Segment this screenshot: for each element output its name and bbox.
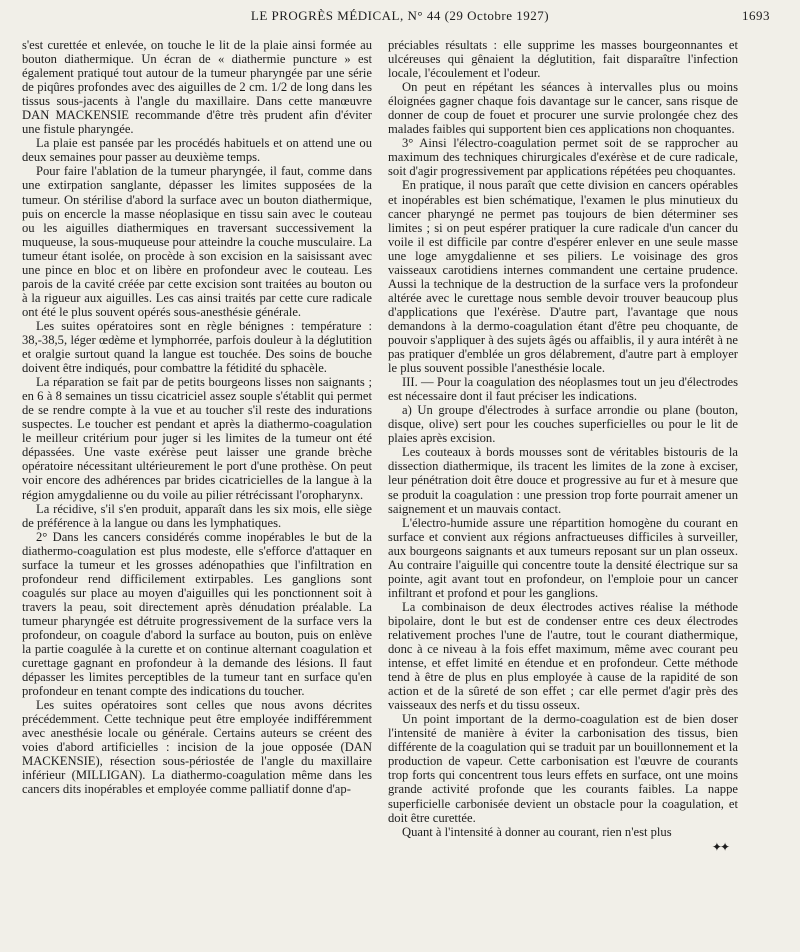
running-header [0, 6, 800, 28]
paragraph: Les suites opératoires sont en règle bénignes : température : 38,-38,5, léger œdème et lymphorrée, parfois douleur à la déglutition et oralgie surtout quand la langue est touchée. Des soins de bouche doivent être indiqués, pour combattre la fétidité du sphacèle. [22, 318, 372, 376]
paragraph: 2° Dans les cancers considérés comme inopérables le but de la diathermo-coagulation est plus modeste, elle s'efforce d'attaquer en surface la tumeur et les grosses adénopathies que l'infiltration en profondeur rend difficilement extirpables. Les ganglions sont coagulés sur place au moyen d'aiguilles qui les ponctionnent soit à travers la peau, soit directement après dénudation préalable. La tumeur pharyngée est détruite progressivement de la surface vers la profondeur, on coagule d'abord la surface au bouton, puis on enlève la partie coagulée à la curette et on continue alternant coagulation et curettage gagnant en profondeur à la demande des lésions. Il faut dépasser les limites perceptibles de la tumeur tant en surface qu'en profondeur en tenant compte des indications du toucher. [22, 529, 372, 699]
paragraph: 3° Ainsi l'électro-coagulation permet soit de se rapprocher au maximum des techniques chirurgicales d'exérèse et de cure radicale, soit d'agir progressivement par applications répétées peu choquantes. [388, 136, 738, 179]
paragraph: La récidive, s'il s'en produit, apparaît dans les six mois, elle siège de préférence à la langue ou dans les lymphatiques. [22, 501, 372, 530]
paragraph: s'est curettée et enlevée, on touche le lit de la plaie ainsi formée au bouton diathermique. Un écran de « diathermie puncture » est également pratiqué tout autour de la tumeur pharyngée par une série de piqûres profondes avec des aiguilles de 2 cm. 1/2 de long dans les tissus sous-jacents à l'angle du maxillaire. Dans cette manœuvre DAN MACKENSIE recommande d'être très prudent afin d'éviter une fistule pharyngée. [22, 38, 372, 137]
paragraph: L'électro-humide assure une répartition homogène du courant en surface et convient aux régions anfractueuses difficiles à surveiller, aux bourgeons saignants et aux tumeurs reposant sur un plan osseux. Au contraire l'aiguille qui concentre toute la densité électrique sur sa pointe, agit avant tout en profondeur, on l'emploie pour un cancer infiltrant et profond et pour les ganglions. [388, 515, 738, 600]
paragraph: La réparation se fait par de petits bourgeons lisses non saignants ; en 6 à 8 semaines un tissu cicatriciel assez souple s'établit qui permet de se rendre compte à la vue et au toucher s'il reste des indurations suspectes. Le toucher est pendant et après la diathermo-coagulation le meilleur critérium pour juger si les limites de la tumeur ont été dépassées. Une vaste exérèse peut laisser une grande brèche opératoire nécessitant ultérieurement le port d'une prothèse. On peut voir encore des adhérences par brides cicatricielles de la langue à la région amygdalienne ou du voile au pilier rétrécissant l'oropharynx. [22, 375, 372, 502]
paragraph: Les suites opératoires sont celles que nous avons décrites précédemment. Cette technique peut être employée indifféremment avec anesthésie locale ou générale. Certains auteurs se créent des voies d'abord artificielles : incision de la joue opposée (DAN MACKENSIE), résection sous-périostée de l'angle du maxillaire inférieur (MILLIGAN). La diathermo-coagulation même dans les cancers dits inopérables et employée comme palliatif donne d'ap- [22, 698, 372, 797]
paragraph: a) Un groupe d'électrodes à surface arrondie ou plane (bouton, disque, olive) sert pour les couches superficielles ou pour le lit de plaies après excision. [388, 403, 738, 446]
paragraph: La combinaison de deux électrodes actives réalise la méthode bipolaire, dont le but est de condenser entre ces deux électrodes relativement proches l'une de l'autre, tout le courant diathermique, donc à ce niveau à la fois effet maximum, même avec courant peu intense, et effet limité en étendue et en profondeur. Cette méthode tend à être de plus en plus employée à cause de la rapidité de son action et de la sûreté de son effet ; car elle permet d'agir près des vaisseaux des nerfs et du tissu osseux. [388, 599, 738, 713]
paragraph: Quant à l'intensité à donner au courant, rien n'est plus [402, 824, 672, 839]
page-number: 1693 [742, 8, 770, 23]
paragraph: On peut en répétant les séances à intervalles plus ou moins éloignées gagner chaque fois davantage sur le cancer, sans risque de donner de coup de fouet et procurer une survie prolongée chez des malades faibles qui supportent bien ces applications non choquantes. [388, 80, 738, 137]
paragraph: La plaie est pansée par les procédés habituels et on attend une ou deux semaines pour passer au deuxième temps. [22, 136, 372, 165]
left-column [22, 38, 372, 944]
right-column [388, 38, 738, 944]
paragraph: Pour faire l'ablation de la tumeur pharyngée, il faut, comme dans une extirpation sanglante, dépasser les limites supposées de la tumeur. On stérilise d'abord la surface avec un bouton diathermique, puis on encercle la masse néoplasique en tissu sain avec le couteau ou les aiguilles diathermiques en traversant successivement la muqueuse, la sous-muqueuse pour atteindre la couche musculaire. La tumeur étant isolée, on procède à son excision en la saisissant avec une pince en bloc et on libère en profondeur avec le couteau. Les parois de la cavité créée par cette excision sont traitées au bouton ou à la rigueur aux aiguilles. Les cas ainsi traités par cette cure radicale ont été le plus souvent opérés sous-anesthésie générale. [22, 164, 372, 319]
paragraph: Les couteaux à bords mousses sont de véritables bistouris de la dissection diathermique, ils tracent les limites de la zone à exciser, leur pénétration doit être douce et progressive au fur et à mesure que se produit la coagulation : une pression trop forte pourrait amener un saignement et un mauvais contact. [388, 445, 738, 516]
paragraph: Un point important de la dermo-coagulation est de bien doser l'intensité de manière à éviter la carbonisation des tissus, bien différente de la coagulation qui se traduit par un bouillonnement et la production de vapeur. Cette carbonisation est l'œuvre de courants trop forts qui concentrent tous leurs effets en surface, ont une moins grande activité profonde que les courants faibles. La nappe superficielle carbonisée devient un obstacle pour la coagulation, et doit être curettée. [388, 712, 738, 825]
ornament-icon: ✦✦ [711, 839, 728, 854]
paragraph: III. — Pour la coagulation des néoplasmes tout un jeu d'électrodes est nécessaire dont il faut préciser les indications. [388, 375, 738, 404]
paragraph: En pratique, il nous paraît que cette division en cancers opérables et inopérables est bien schématique, l'examen le plus minutieux du cancer pharyngé ne permet pas toujours de bien déterminer ses limites ; si on peut espérer pratiquer la cure radicale d'un cancer du voile il est difficile par contre d'espérer enlever en une seule masse une loge amygdalienne et ses piliers. Le voisinage des gros vaisseaux carotidiens internes commandent une certaine prudence. Aussi la technique de la destruction de la surface vers la profondeur altérée avec le curettage nous semble devoir trouver beaucoup plus d'applications que l'exérèse. D'autre part, l'avantage que nous demandons à la dermo-coagulation étant d'être peu choquante, de pouvoir s'appliquer à des sujets âgés ou affaiblis, il y aura intérêt à ne pas pratiquer d'emblée un gros délabrement, d'autre part à employer le plus souvent possible l'anesthésie locale. [388, 178, 738, 376]
paragraph: préciables résultats : elle supprime les masses bourgeonnantes et ulcéreuses qui gênaient la déglutition, fait disparaître l'infection locale, l'écoulement et l'odeur. [388, 38, 738, 81]
running-title: LE PROGRÈS MÉDICAL, N° 44 (29 Octobre 1927) [250, 8, 550, 23]
